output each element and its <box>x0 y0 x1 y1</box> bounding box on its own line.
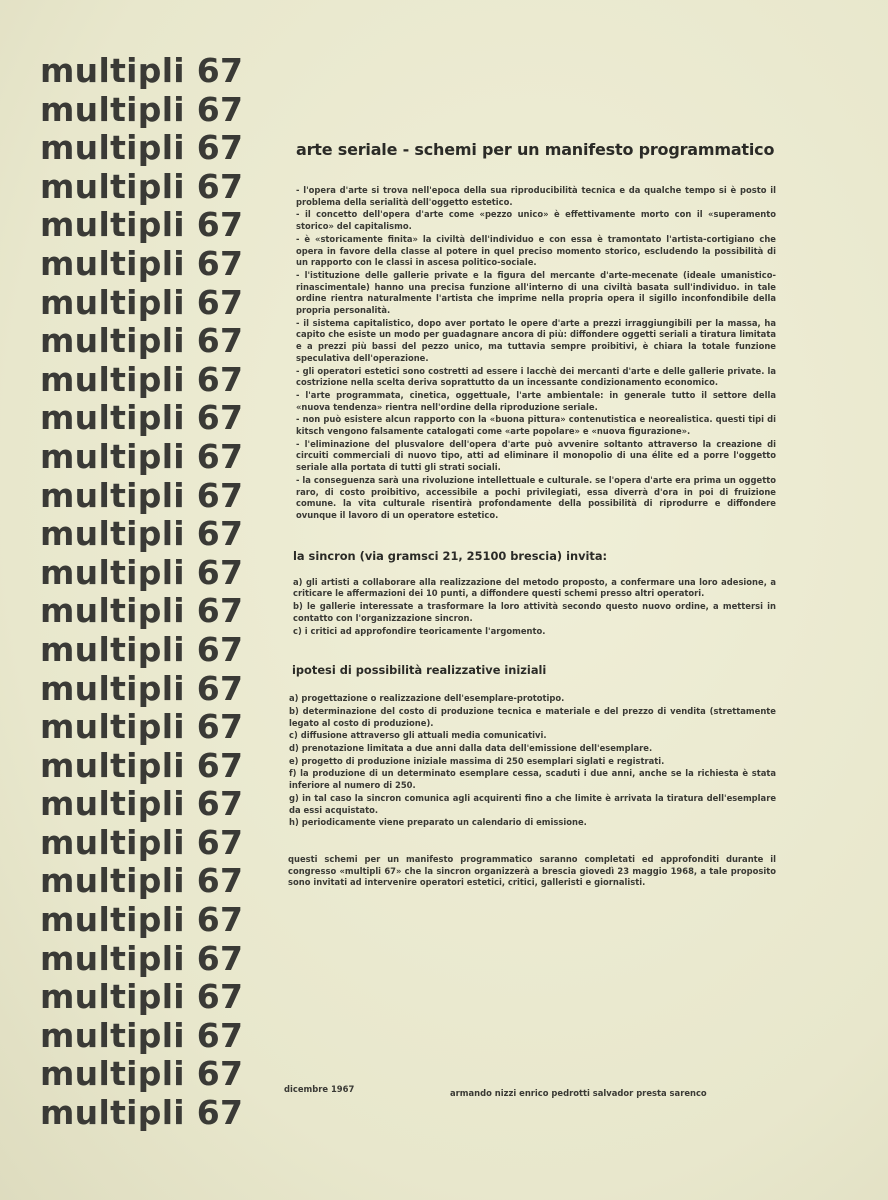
masthead-line: multipli 67 <box>40 128 244 168</box>
masthead-line: multipli 67 <box>40 51 244 90</box>
manifesto-point: - l'opera d'arte si trova nell'epoca della sua riproducibilità tecnica e da qualche tempo si è posto il problema della serialità dell'oggetto estetico. <box>296 185 776 207</box>
masthead-line: multipli 67 <box>40 1054 244 1094</box>
invitation-item: a) gli artisti a collaborare alla realizzazione del metodo proposto, a confermare una loro adesione, a criticare le affermazioni dei 10 punti, a diffondere questi schemi presso altri operatori. <box>293 576 776 599</box>
closing-paragraph: questi schemi per un manifesto programmatico saranno completati ed approfonditi durante il congresso «multipli 67» che la sincron organizzerà a brescia giovedì 23 maggio 1968, a tale proposito sono invitati ad intervenire operatori estetici, critici, galleristi e giornalisti. <box>288 853 776 888</box>
hypothesis-item: g) in tal caso la sincron comunica agli acquirenti fino a che limite è arrivata la tiratura dell'esemplare da essi acquistato. <box>289 792 776 815</box>
masthead-line: multipli 67 <box>40 745 244 785</box>
manifesto-points <box>296 185 776 522</box>
invitation-list <box>293 577 776 638</box>
hypothesis-item: d) prenotazione limitata a due anni dalla data dell'emissione dell'esemplare. <box>289 743 653 754</box>
masthead-line: multipli 67 <box>40 166 244 206</box>
masthead-line: multipli 67 <box>40 205 244 245</box>
manifesto-point: - l'eliminazione del plusvalore dell'opera d'arte può avvenire soltanto attraverso la creazione di circuiti commerciali di nuovo tipo, atti ad eliminare il monopolio di una élite ed a porre l'oggetto seriale alla portata di tutti gli strati sociali. <box>296 438 776 473</box>
masthead-line: multipli 67 <box>40 89 244 129</box>
footer-signatories: armando nizzi enrico pedrotti salvador presta sarenco <box>450 1088 707 1098</box>
masthead-line: multipli 67 <box>40 359 244 399</box>
hypotheses-heading: ipotesi di possibilità realizzative iniziali <box>292 663 547 678</box>
masthead-line: multipli 67 <box>40 977 244 1017</box>
masthead-line: multipli 67 <box>40 900 244 940</box>
manifesto-point: - è «storicamente finita» la civiltà dell'individuo e con essa è tramontato l'artista-cortigiano che opera in favore della classe al potere in quel preciso momento storico, escludendo la possibilità di un rapporto con le classi in ascesa politico-sociale. <box>296 233 776 268</box>
masthead-column <box>40 52 250 1133</box>
masthead-line: multipli 67 <box>40 822 244 862</box>
manifesto-title: arte seriale - schemi per un manifesto programmatico <box>296 140 775 159</box>
manifesto-point: - il sistema capitalistico, dopo aver portato le opere d'arte a prezzi irraggiungibili per la massa, ha capito che esiste un modo per guadagnare ancora di più: diffondere oggetti seriali a tiratura limitata e a prezzi più bassi del pezzo unico, ma tuttavia sempre proibitivi, è chiara la totale funzione speculativa dell'operazione. <box>296 317 776 363</box>
masthead-line: multipli 67 <box>40 243 244 283</box>
hypothesis-item: e) progetto di produzione iniziale massima di 250 esemplari siglati e registrati. <box>289 755 665 766</box>
manifesto-point: - la conseguenza sarà una rivoluzione intellettuale e culturale. se l'opera d'arte era prima un oggetto raro, di costo proibitivo, accessibile a pochi privilegiati, essa diverrà d'ora in poi di fruizione comune. la vita culturale risentirà profondamente della possibilità di riprodurre e diffondere ovunque il lavoro di un operatore estetico. <box>296 474 776 520</box>
masthead-line: multipli 67 <box>40 784 244 824</box>
invitation-item: c) i critici ad approfondire teoricamente l'argomento. <box>293 625 546 636</box>
hypothesis-item: b) determinazione del costo di produzione tecnica e materiale e del prezzo di vendita (strettamente legato al costo di produzione). <box>289 705 776 728</box>
manifesto-point: - il concetto dell'opera d'arte come «pezzo unico» è effettivamente morto con il «superamento storico» del capitalismo. <box>296 209 776 232</box>
footer-date: dicembre 1967 <box>284 1084 355 1094</box>
hypotheses-list <box>289 693 776 829</box>
manifesto-point: - non può esistere alcun rapporto con la «buona pittura» contenutistica e neorealistica. questi tipi di kitsch vengono falsamente catalogati come «arte popolare» e «nuova figurazione». <box>296 414 776 437</box>
hypothesis-item: f) la produzione di un determinato esemplare cessa, scaduti i due anni, anche se la richiesta è stata inferiore al numero di 250. <box>289 768 776 791</box>
hypothesis-item: a) progettazione o realizzazione dell'esemplare-prototipo. <box>289 693 565 704</box>
manifesto-column <box>284 140 776 889</box>
masthead-line: multipli 67 <box>40 629 244 669</box>
masthead-line: multipli 67 <box>40 475 244 515</box>
masthead-line: multipli 67 <box>40 1093 244 1133</box>
masthead-line: multipli 67 <box>40 282 244 322</box>
masthead-line: multipli 67 <box>40 398 244 438</box>
masthead-line: multipli 67 <box>40 321 244 361</box>
masthead-line: multipli 67 <box>40 436 244 476</box>
masthead-line: multipli 67 <box>40 938 244 978</box>
manifesto-point: - gli operatori estetici sono costretti ad essere i lacchè dei mercanti d'arte e delle gallerie private. la costrizione nella scelta deriva soprattutto da un incessante condizionamento economico. <box>296 365 776 388</box>
invitation-item: b) le gallerie interessate a trasformare la loro attività secondo questo nuovo ordine, a mettersi in contatto con l'organizzazione sincron. <box>293 601 776 623</box>
manifesto-point: - l'arte programmata, cinetica, oggettuale, l'arte ambientale: in generale tutto il settore della «nuova tendenza» rientra nell'ordine della riproduzione seriale. <box>296 389 776 412</box>
invitation-heading: la sincron (via gramsci 21, 25100 brescia) invita: <box>293 548 608 563</box>
manifesto-point: - l'istituzione delle gallerie private e la figura del mercante d'arte-mecenate (ideale umanistico-rinascimentale) hanno una precisa funzione all'interno di una civiltà basata sull'individuo. in tale ordine rientra naturalmente l'artista che imprime nella propria opera il sigillo inconfondibile della propria personalità. <box>296 269 776 316</box>
masthead-line: multipli 67 <box>40 552 244 592</box>
masthead-line: multipli 67 <box>40 514 244 554</box>
masthead-line: multipli 67 <box>40 1015 244 1055</box>
masthead-line: multipli 67 <box>40 861 244 901</box>
masthead-line: multipli 67 <box>40 707 244 747</box>
hypothesis-item: c) diffusione attraverso gli attuali media comunicativi. <box>289 730 547 741</box>
masthead-line: multipli 67 <box>40 591 244 631</box>
hypothesis-item: h) periodicamente viene preparato un calendario di emissione. <box>289 817 587 828</box>
masthead-line: multipli 67 <box>40 668 244 708</box>
